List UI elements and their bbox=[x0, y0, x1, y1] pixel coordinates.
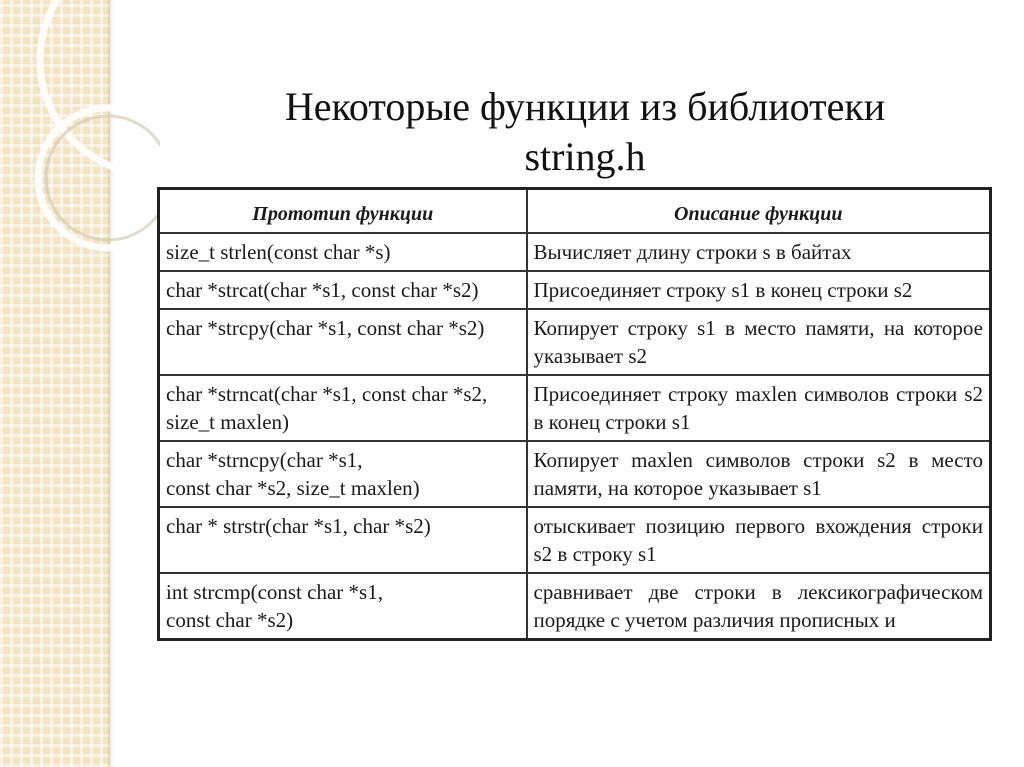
prototype-line: char *strncpy(char *s1, bbox=[166, 448, 363, 472]
prototype-line: const char *s2, size_t maxlen) bbox=[166, 476, 420, 500]
slide-title-line-2: string.h bbox=[524, 134, 646, 179]
prototype-line: char * strstr(char *s1, char *s2) bbox=[166, 514, 431, 538]
prototype-cell bbox=[159, 271, 527, 309]
table-header-row bbox=[159, 189, 991, 234]
prototype-line: char *strncat(char *s1, const char *s2, bbox=[166, 382, 488, 406]
slide-title-line-1: Некоторые функции из библиотеки bbox=[284, 84, 886, 129]
prototype-cell bbox=[159, 309, 527, 375]
description-cell: Вычисляет длину строки s в байтах bbox=[527, 233, 991, 271]
prototype-cell bbox=[159, 441, 527, 507]
description-cell: Копирует строку s1 в место памяти, на которое указывает s2 bbox=[527, 309, 991, 375]
description-cell: отыскивает позицию первого вхождения строки s2 в строку s1 bbox=[527, 507, 991, 573]
table-row bbox=[159, 271, 991, 309]
prototype-line: const char *s2) bbox=[166, 608, 294, 632]
decorative-rings bbox=[0, 0, 160, 260]
table-row bbox=[159, 375, 991, 441]
header-prototype: Прототип функции bbox=[159, 189, 527, 234]
prototype-line: size_t maxlen) bbox=[166, 410, 290, 434]
prototype-cell bbox=[159, 233, 527, 271]
description-cell: Копирует maxlen символов строки s2 в место памяти, на которое указывает s1 bbox=[527, 441, 991, 507]
header-description: Описание функции bbox=[527, 189, 991, 234]
prototype-line: size_t strlen(const char *s) bbox=[166, 240, 391, 264]
prototype-line: int strcmp(const char *s1, bbox=[166, 580, 383, 604]
description-cell: Присоединяет строку s1 в конец строки s2 bbox=[527, 271, 991, 309]
string-functions-table bbox=[157, 187, 992, 641]
table-row bbox=[159, 573, 991, 640]
slide-title bbox=[150, 82, 1020, 182]
description-cell: сравнивает две строки в лексикографическом порядке с учетом различия прописных и bbox=[527, 573, 991, 640]
description-cell: Присоединяет строку maxlen символов строки s2 в конец строки s1 bbox=[527, 375, 991, 441]
table-row bbox=[159, 233, 991, 271]
prototype-cell bbox=[159, 375, 527, 441]
prototype-cell bbox=[159, 507, 527, 573]
prototype-line: char *strcpy(char *s1, const char *s2) bbox=[166, 316, 485, 340]
prototype-line: char *strcat(char *s1, const char *s2) bbox=[166, 278, 479, 302]
table-row bbox=[159, 441, 991, 507]
table-row bbox=[159, 507, 991, 573]
prototype-cell bbox=[159, 573, 527, 640]
table-row bbox=[159, 309, 991, 375]
